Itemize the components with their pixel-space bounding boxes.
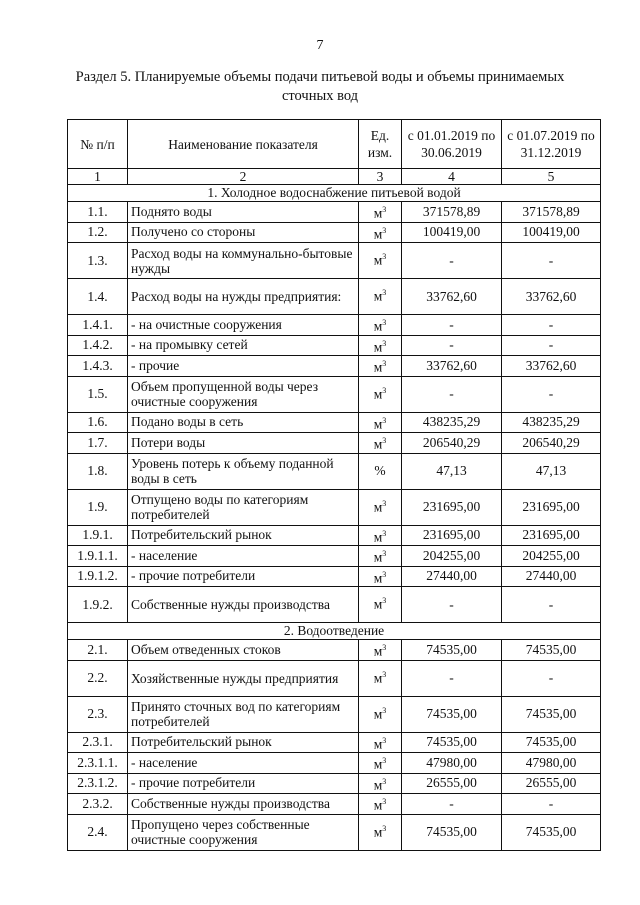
row-unit (359, 696, 402, 732)
unit-label: м (373, 670, 383, 686)
row-value-period-1: - (402, 376, 502, 412)
table-row (68, 546, 601, 567)
row-indicator-name: Расход воды на нужды предприятия: (128, 279, 359, 315)
unit-exponent: 3 (382, 436, 387, 445)
unit-label: м (373, 416, 383, 431)
row-number: 2.3.2. (68, 794, 128, 815)
unit-exponent: 3 (382, 569, 387, 579)
row-value-period-2: - (502, 587, 601, 623)
row-indicator-name: - прочие потребители (128, 566, 359, 587)
unit-exponent: 3 (382, 669, 387, 679)
row-value-period-2: - (502, 794, 601, 815)
unit-label: м (373, 824, 383, 840)
row-indicator-name: - прочие потребители (128, 773, 359, 794)
row-number: 2.4. (68, 814, 128, 850)
row-value-period-1: 438235,29 (402, 412, 502, 433)
row-indicator-name: Потребительский рынок (128, 732, 359, 753)
row-indicator-name: Потребительский рынок (128, 525, 359, 546)
unit-label: м (373, 736, 383, 751)
unit-label: м (373, 596, 383, 612)
row-number: 2.3.1.1. (68, 753, 128, 774)
row-value-period-2: - (502, 660, 601, 696)
unit-exponent: 3 (382, 338, 387, 348)
row-indicator-name: - на промывку сетей (128, 335, 359, 356)
row-value-period-2: 47980,00 (502, 753, 601, 774)
row-number: 1.1. (68, 202, 128, 223)
table-row (68, 753, 601, 774)
page-title: Раздел 5. Планируемые объемы подачи питьевой воды и объемы принимаемых сточных вод (75, 69, 565, 104)
row-unit (359, 794, 402, 815)
row-value-period-1: 371578,89 (402, 202, 502, 223)
row-number: 1.9.2. (68, 587, 128, 623)
table-row (68, 412, 601, 433)
column-number: 5 (502, 169, 601, 185)
row-unit (359, 243, 402, 279)
unit-label: м (373, 499, 383, 515)
row-value-period-1: - (402, 794, 502, 815)
row-indicator-name: Поднято воды (128, 202, 359, 223)
row-value-period-1: - (402, 315, 502, 336)
table-row (68, 433, 601, 454)
table-row (68, 660, 601, 696)
row-number: 2.3.1.2. (68, 773, 128, 794)
table-body (68, 185, 601, 851)
row-number: 1.4.2. (68, 335, 128, 356)
row-value-period-1: 204255,00 (402, 546, 502, 567)
row-indicator-name: Уровень потерь к объему поданной воды в сеть (128, 453, 359, 489)
row-number: 1.3. (68, 243, 128, 279)
row-indicator-name: Хозяйственные нужды предприятия (128, 660, 359, 696)
row-unit (359, 222, 402, 243)
unit-exponent: 3 (382, 225, 387, 235)
row-unit (359, 356, 402, 377)
table-row (68, 640, 601, 661)
row-unit (359, 814, 402, 850)
row-unit (359, 433, 402, 454)
header-period-2: с 01.07.2019 по 31.12.2019 (502, 120, 601, 169)
row-indicator-name: Пропущено через собственные очистные сооружения (128, 814, 359, 850)
row-unit (359, 773, 402, 794)
unit-exponent: 3 (382, 735, 387, 745)
table-row (68, 773, 601, 794)
row-value-period-2: 206540,29 (502, 433, 601, 454)
table-row (68, 794, 601, 815)
unit-exponent: 3 (382, 705, 387, 715)
unit-exponent: 3 (382, 359, 387, 368)
row-value-period-1: 26555,00 (402, 773, 502, 794)
header-row (68, 120, 601, 169)
row-value-period-1: 100419,00 (402, 222, 502, 243)
section-header-row (68, 623, 601, 640)
row-unit (359, 566, 402, 587)
table-row (68, 566, 601, 587)
row-unit (359, 546, 402, 567)
unit-exponent: 3 (382, 288, 387, 298)
row-value-period-2: - (502, 376, 601, 412)
row-unit (359, 412, 402, 433)
row-unit (359, 753, 402, 774)
unit-label: м (373, 797, 383, 813)
table-row (68, 489, 601, 525)
row-value-period-2: 26555,00 (502, 773, 601, 794)
column-numbers-row (68, 169, 601, 185)
row-value-period-2: 100419,00 (502, 222, 601, 243)
header-num: № п/п (68, 120, 128, 169)
unit-label: м (373, 570, 383, 585)
unit-label: м (373, 339, 383, 354)
section-header-row (68, 185, 601, 202)
table-row (68, 453, 601, 489)
row-value-period-1: 231695,00 (402, 489, 502, 525)
section-title: 1. Холодное водоснабжение питьевой водой (68, 185, 601, 202)
row-indicator-name: Потери воды (128, 433, 359, 454)
unit-label: м (373, 756, 383, 772)
row-indicator-name: Расход воды на коммунально-бытовые нужды (128, 243, 359, 279)
row-value-period-1: 27440,00 (402, 566, 502, 587)
row-value-period-2: 27440,00 (502, 566, 601, 587)
row-value-period-1: 74535,00 (402, 696, 502, 732)
row-number: 2.3.1. (68, 732, 128, 753)
row-value-period-1: 33762,60 (402, 279, 502, 315)
row-number: 1.4.3. (68, 356, 128, 377)
unit-exponent: 3 (382, 205, 387, 214)
table-row (68, 243, 601, 279)
row-number: 2.1. (68, 640, 128, 661)
row-value-period-1: - (402, 335, 502, 356)
row-value-period-2: 33762,60 (502, 279, 601, 315)
table-row (68, 587, 601, 623)
row-indicator-name: - население (128, 753, 359, 774)
table-row (68, 222, 601, 243)
row-unit (359, 525, 402, 546)
table-row (68, 376, 601, 412)
column-number: 3 (359, 169, 402, 185)
unit-exponent: 3 (382, 797, 387, 806)
row-value-period-1: 74535,00 (402, 814, 502, 850)
table-row (68, 525, 601, 546)
row-number: 1.9. (68, 489, 128, 525)
table-row (68, 202, 601, 223)
planned-volumes-table (67, 119, 601, 851)
row-number: 1.4.1. (68, 315, 128, 336)
unit-label: м (373, 386, 383, 402)
unit-label: м (373, 529, 383, 544)
row-indicator-name: Собственные нужды производства (128, 794, 359, 815)
unit-exponent: 3 (382, 823, 387, 833)
unit-exponent: 3 (382, 756, 387, 765)
row-value-period-1: 231695,00 (402, 525, 502, 546)
unit-label: м (373, 252, 383, 268)
row-value-period-2: - (502, 243, 601, 279)
row-value-period-2: - (502, 315, 601, 336)
row-number: 1.4. (68, 279, 128, 315)
row-indicator-name: - население (128, 546, 359, 567)
row-number: 1.5. (68, 376, 128, 412)
unit-label: % (374, 463, 386, 478)
row-indicator-name: Подано воды в сеть (128, 412, 359, 433)
row-unit (359, 376, 402, 412)
row-unit (359, 640, 402, 661)
row-value-period-1: 206540,29 (402, 433, 502, 454)
row-number: 1.9.1.1. (68, 546, 128, 567)
unit-exponent: 3 (382, 596, 387, 606)
unit-label: м (373, 643, 383, 659)
row-value-period-2: - (502, 335, 601, 356)
unit-label: м (373, 777, 383, 792)
row-indicator-name: Объем отведенных стоков (128, 640, 359, 661)
unit-exponent: 3 (382, 498, 387, 508)
row-value-period-2: 231695,00 (502, 489, 601, 525)
row-unit (359, 315, 402, 336)
unit-exponent: 3 (382, 318, 387, 327)
table-row (68, 279, 601, 315)
row-number: 1.9.1.2. (68, 566, 128, 587)
row-value-period-1: 47,13 (402, 453, 502, 489)
unit-exponent: 3 (382, 385, 387, 395)
row-value-period-1: 47980,00 (402, 753, 502, 774)
unit-label: м (373, 706, 383, 722)
row-value-period-2: 47,13 (502, 453, 601, 489)
row-unit (359, 279, 402, 315)
unit-exponent: 3 (382, 776, 387, 786)
row-value-period-2: 74535,00 (502, 732, 601, 753)
row-indicator-name: Принято сточных вод по категориям потребителей (128, 696, 359, 732)
table-row (68, 335, 601, 356)
row-value-period-1: 33762,60 (402, 356, 502, 377)
row-number: 2.2. (68, 660, 128, 696)
row-value-period-2: 204255,00 (502, 546, 601, 567)
row-number: 1.7. (68, 433, 128, 454)
row-value-period-1: - (402, 243, 502, 279)
row-unit (359, 335, 402, 356)
unit-exponent: 3 (382, 252, 387, 262)
unit-label: м (373, 226, 383, 241)
row-unit (359, 732, 402, 753)
row-number: 1.2. (68, 222, 128, 243)
section-title: 2. Водоотведение (68, 623, 601, 640)
row-value-period-1: 74535,00 (402, 732, 502, 753)
unit-exponent: 3 (382, 415, 387, 425)
row-number: 1.6. (68, 412, 128, 433)
row-value-period-1: 74535,00 (402, 640, 502, 661)
row-indicator-name: Отпущено воды по категориям потребителей (128, 489, 359, 525)
row-number: 1.8. (68, 453, 128, 489)
row-value-period-2: 371578,89 (502, 202, 601, 223)
row-unit (359, 202, 402, 223)
column-number: 1 (68, 169, 128, 185)
row-value-period-2: 33762,60 (502, 356, 601, 377)
column-number: 4 (402, 169, 502, 185)
row-unit (359, 489, 402, 525)
header-unit: Ед. изм. (359, 120, 402, 169)
unit-label: м (373, 288, 383, 304)
row-value-period-1: - (402, 660, 502, 696)
header-period-1: с 01.01.2019 по 30.06.2019 (402, 120, 502, 169)
table-row (68, 732, 601, 753)
row-value-period-2: 74535,00 (502, 696, 601, 732)
row-value-period-1: - (402, 587, 502, 623)
table-row (68, 696, 601, 732)
unit-label: м (373, 549, 383, 565)
row-number: 2.3. (68, 696, 128, 732)
row-unit (359, 660, 402, 696)
row-number: 1.9.1. (68, 525, 128, 546)
unit-exponent: 3 (382, 528, 387, 538)
row-unit (359, 453, 402, 489)
row-indicator-name: Собственные нужды производства (128, 587, 359, 623)
header-name: Наименование показателя (128, 120, 359, 169)
column-number: 2 (128, 169, 359, 185)
unit-label: м (373, 318, 383, 334)
unit-label: м (373, 436, 383, 452)
row-value-period-2: 74535,00 (502, 640, 601, 661)
unit-label: м (373, 359, 383, 375)
row-indicator-name: - прочие (128, 356, 359, 377)
unit-label: м (373, 205, 383, 221)
row-indicator-name: Объем пропущенной воды через очистные сооружения (128, 376, 359, 412)
row-indicator-name: - на очистные сооружения (128, 315, 359, 336)
row-value-period-2: 74535,00 (502, 814, 601, 850)
table-row (68, 814, 601, 850)
row-unit (359, 587, 402, 623)
row-value-period-2: 231695,00 (502, 525, 601, 546)
table-row (68, 356, 601, 377)
row-value-period-2: 438235,29 (502, 412, 601, 433)
table-row (68, 315, 601, 336)
row-indicator-name: Получено со стороны (128, 222, 359, 243)
page-number: 7 (316, 38, 324, 53)
unit-exponent: 3 (382, 549, 387, 558)
unit-exponent: 3 (382, 643, 387, 652)
